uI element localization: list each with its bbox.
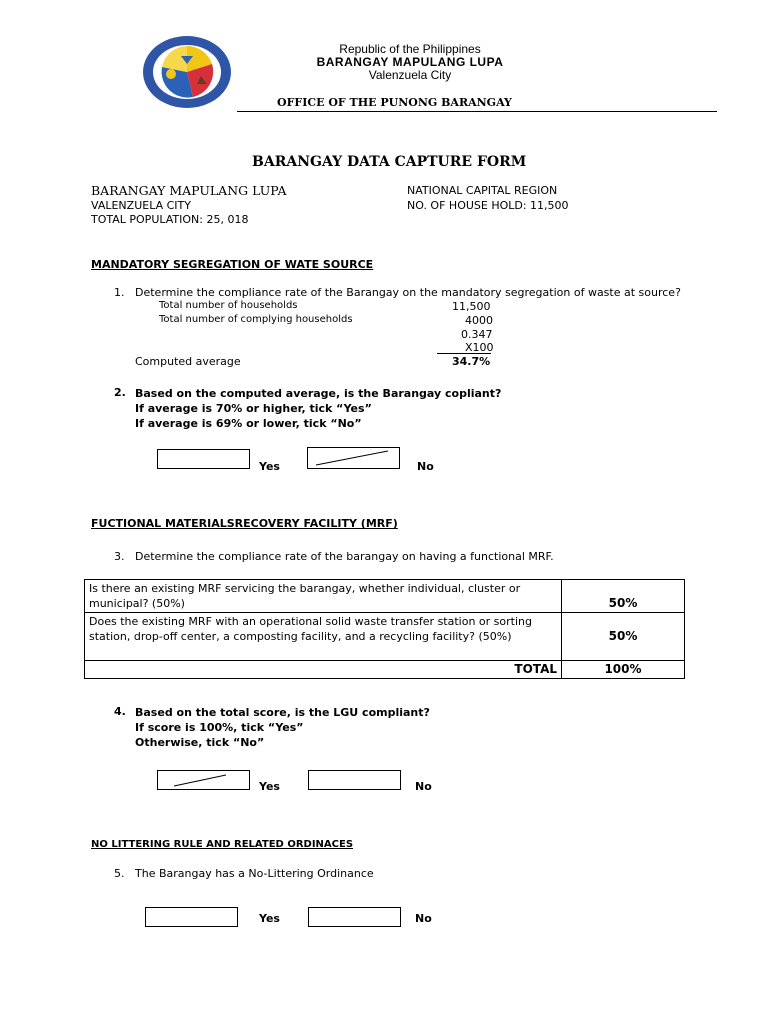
question-5-text: The Barangay has a No-Littering Ordinance (135, 867, 374, 880)
section-heading-littering: NO LITTERING RULE AND RELATED ORDINACES (91, 839, 354, 850)
question-4-line-3: Otherwise, tick “No” (135, 736, 265, 749)
question-3-text: Determine the compliance rate of the barangay on having a functional MRF. (135, 550, 554, 563)
question-2-line-3: If average is 69% or lower, tick “No” (135, 417, 362, 430)
no-checkbox-ticked[interactable] (307, 447, 400, 469)
table-row (85, 580, 685, 613)
question-2-line-1: Based on the computed average, is the Barangay copliant? (135, 387, 502, 400)
computed-average-label: Computed average (135, 355, 241, 368)
question-number: 2. (114, 386, 126, 399)
barangay-seal-logo (141, 34, 233, 110)
no-checkbox[interactable] (308, 770, 401, 790)
households-value: 11,500 (452, 300, 491, 313)
table-cell-question: Is there an existing MRF servicing the barangay, whether individual, cluster or municipal? (50%) (85, 580, 562, 613)
barangay-name: BARANGAY MAPULANG LUPA (91, 183, 287, 198)
complying-value: 4000 (465, 314, 493, 327)
total-score: 100% (562, 661, 685, 679)
question-number: 5. (114, 867, 125, 880)
yes-checkbox[interactable] (157, 449, 250, 469)
table-cell-question: Does the existing MRF with an operational solid waste transfer station or sorting station, drop-off center, a composting facility, and a recycling facility? (50%) (85, 613, 562, 661)
barangay-header: BARANGAY MAPULANG LUPA (316, 55, 504, 69)
table-row (85, 613, 685, 661)
form-title: BARANGAY DATA CAPTURE FORM (252, 154, 527, 170)
households-label: Total number of households (159, 300, 298, 311)
region-name: NATIONAL CAPITAL REGION (407, 184, 558, 197)
total-label: TOTAL (85, 661, 562, 679)
question-2-line-2: If average is 70% or higher, tick “Yes” (135, 402, 372, 415)
question-number: 4. (114, 705, 126, 718)
household-count: NO. OF HOUSE HOLD: 11,500 (407, 199, 569, 212)
tick-mark-icon (308, 448, 399, 468)
yes-label: Yes (259, 460, 280, 473)
office-title: OFFICE OF THE PUNONG BARANGAY (277, 96, 512, 109)
multiplier-value: X100 (465, 341, 494, 354)
table-cell-score: 50% (562, 613, 685, 661)
total-population: TOTAL POPULATION: 25, 018 (91, 213, 249, 226)
computed-average-value: 34.7% (452, 355, 491, 368)
no-label: No (415, 912, 432, 925)
question-4-line-2: If score is 100%, tick “Yes” (135, 721, 304, 734)
yes-checkbox[interactable] (145, 907, 238, 927)
mrf-table (84, 579, 685, 679)
table-cell-score: 50% (562, 580, 685, 613)
tick-mark-icon (158, 771, 249, 789)
no-label: No (417, 460, 434, 473)
no-checkbox[interactable] (308, 907, 401, 927)
question-4-line-1: Based on the total score, is the LGU compliant? (135, 706, 430, 719)
section-heading-mrf: FUCTIONAL MATERIALSRECOVERY FACILITY (MRF) (91, 517, 398, 530)
calc-underline (437, 353, 491, 354)
question-1-text: Determine the compliance rate of the Barangay on the mandatory segregation of waste at source? (135, 286, 681, 299)
yes-checkbox-ticked[interactable] (157, 770, 250, 790)
yes-label: Yes (259, 780, 280, 793)
question-number: 3. (114, 550, 125, 563)
yes-label: Yes (259, 912, 280, 925)
section-heading-segregation: MANDATORY SEGREGATION OF WATE SOURCE (91, 258, 374, 271)
ratio-value: 0.347 (461, 328, 493, 341)
city-name: VALENZUELA CITY (91, 199, 191, 212)
header-divider (237, 111, 717, 112)
question-number: 1. (114, 286, 125, 299)
no-label: No (415, 780, 432, 793)
table-row-total (85, 661, 685, 679)
republic-text: Republic of the Philippines (339, 42, 481, 56)
city-header: Valenzuela City (368, 68, 452, 82)
complying-label: Total number of complying households (159, 314, 353, 325)
